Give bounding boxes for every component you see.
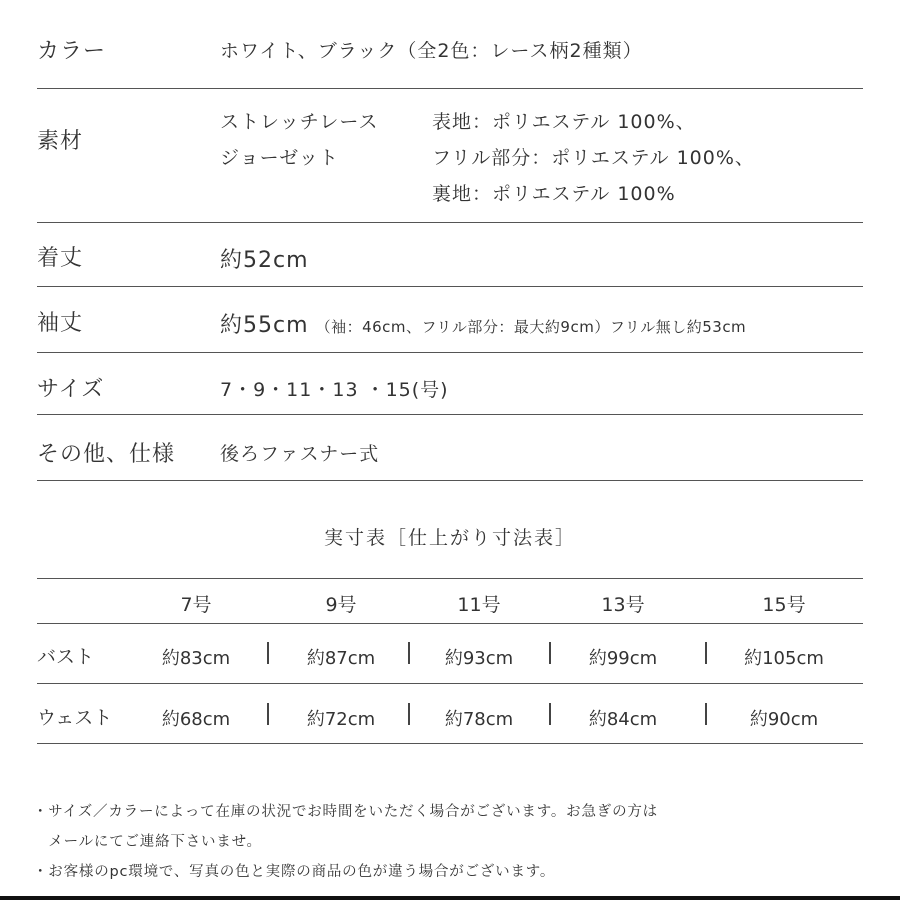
table-cell: 約90cm	[749, 709, 819, 730]
material-composition	[432, 104, 755, 212]
spec-row-sleeve	[37, 286, 863, 353]
column-header: 13号	[601, 594, 645, 616]
note-line: ・サイズ／カラーによって在庫の状況でお時間をいただく場合がございます。お急ぎの方は	[33, 804, 658, 820]
fabric-line: ジョーゼット	[220, 147, 339, 169]
column-separator	[408, 642, 410, 664]
table-divider	[37, 578, 863, 579]
table-cell: 約72cm	[306, 709, 376, 730]
table-cell: 約93cm	[444, 648, 514, 669]
table-cell: 約84cm	[588, 709, 658, 730]
sleeve-label: 袖丈	[37, 311, 84, 336]
table-divider	[37, 683, 863, 684]
fabric-line: ストレッチレース	[220, 111, 379, 133]
spec-row-size	[37, 352, 863, 415]
table-cell: 約83cm	[161, 648, 231, 669]
column-header: 9号	[325, 594, 357, 616]
column-separator	[267, 642, 269, 664]
column-separator	[705, 642, 707, 664]
spec-row-color	[37, 0, 863, 89]
spec-row-other	[37, 414, 863, 481]
table-divider	[37, 623, 863, 624]
bottom-border	[0, 896, 900, 900]
composition-line: フリル部分：ポリエステル 100%、	[432, 147, 755, 169]
row-label: ウェスト	[37, 707, 113, 729]
size-label: サイズ	[37, 377, 105, 402]
material-label: 素材	[37, 129, 84, 154]
column-separator	[408, 703, 410, 725]
column-header: 7号	[180, 594, 212, 616]
composition-line: 裏地：ポリエステル 100%	[432, 183, 676, 205]
spec-row-length	[37, 222, 863, 287]
material-fabric	[220, 104, 378, 176]
column-separator	[549, 642, 551, 664]
table-divider	[37, 743, 863, 744]
table-cell: 約87cm	[306, 648, 376, 669]
table-cell: 約99cm	[588, 648, 658, 669]
size-value: 7・9・11・13 ・15(号)	[220, 379, 449, 401]
row-label: バスト	[37, 646, 95, 668]
column-header: 11号	[457, 594, 501, 616]
length-value: 約52cm	[220, 248, 309, 273]
other-label: その他、仕様	[37, 442, 176, 467]
spec-row-material	[37, 88, 863, 223]
length-label: 着丈	[37, 246, 84, 271]
column-separator	[549, 703, 551, 725]
table-cell: 約105cm	[744, 648, 824, 669]
composition-line: 表地：ポリエステル 100%、	[432, 111, 696, 133]
color-value: ホワイト、ブラック（全2色：レース柄2種類）	[220, 40, 643, 62]
column-separator	[705, 703, 707, 725]
sleeve-note: （袖：46cm、フリル部分：最大約9cm）フリル無し約53cm	[315, 318, 747, 336]
column-separator	[267, 703, 269, 725]
size-table-title: 実寸表［仕上がり寸法表］	[323, 527, 576, 549]
table-cell: 約78cm	[444, 709, 514, 730]
note-line: ・お客様のpc環境で、写真の色と実際の商品の色が違う場合がございます。	[33, 864, 556, 880]
table-cell: 約68cm	[161, 709, 231, 730]
sleeve-value: 約55cm	[220, 313, 309, 338]
notes	[33, 797, 873, 887]
other-value: 後ろファスナー式	[220, 443, 380, 465]
color-label: カラー	[37, 39, 107, 64]
column-header: 15号	[762, 594, 806, 616]
note-line: メールにてご連絡下さいませ。	[33, 834, 262, 850]
sleeve-value-group	[220, 308, 746, 339]
